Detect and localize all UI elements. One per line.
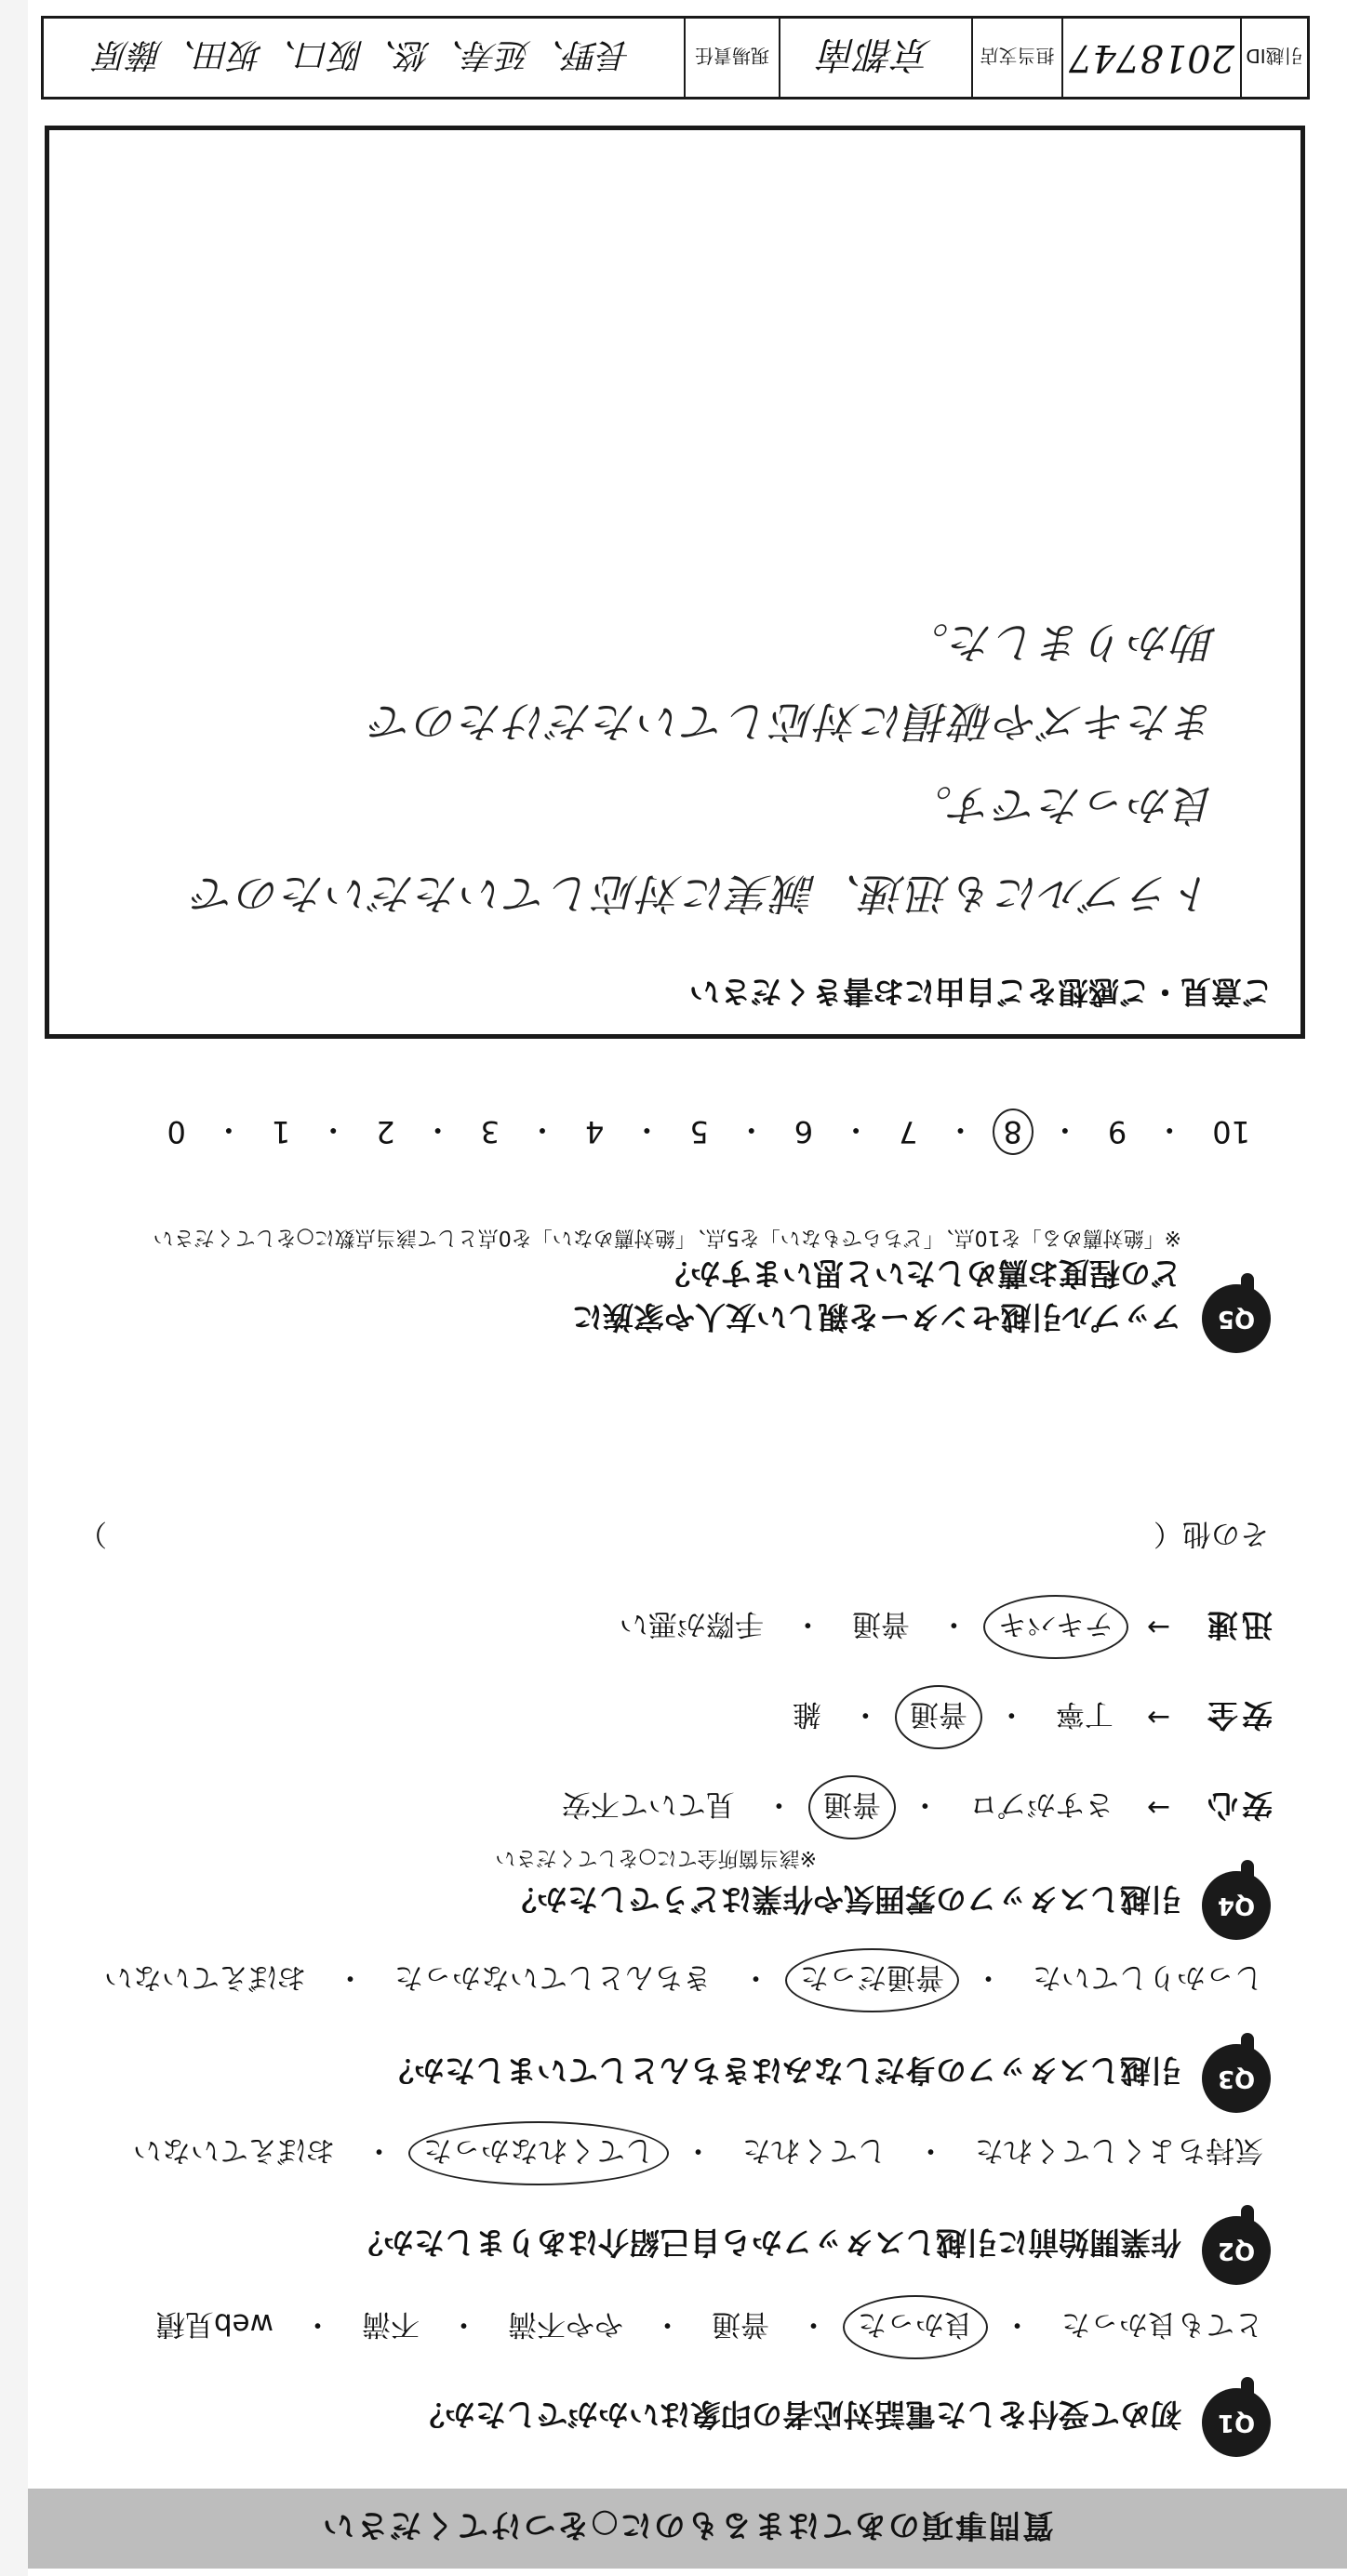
q3-question: 引越しスタッフの身だしなみはきちんとしていましたか？: [383, 2052, 1181, 2089]
rating-option[interactable]: 6: [794, 1114, 814, 1149]
q2-option[interactable]: おぼえていない: [133, 2133, 335, 2167]
q5-note: ※「絶対薦める」を10点、「どちらでもない」を5点、「絶対薦めない」を0点として該当点数に○をしてください: [153, 1226, 1181, 1249]
q3-option-selected[interactable]: 普通だった: [794, 1959, 950, 2001]
instructions-banner: 質問事項のあてはまるものに○をつけてください: [28, 2489, 1347, 2569]
q4-option[interactable]: 見ていて不安: [561, 1787, 735, 1821]
q4-row-anzen: 安全 → 丁寧 ・ 普通 ・ 雑: [787, 1695, 1273, 1739]
branch-label-cell: [973, 19, 1063, 97]
q4-row-jinsoku: 迅速 → テキパキ ・ 普通 ・ 手際が悪い: [614, 1605, 1273, 1649]
q2-option[interactable]: してくれた: [742, 2133, 887, 2167]
branch-value-cell: [780, 19, 973, 97]
q2-option-selected[interactable]: してくれなかった: [418, 2132, 660, 2174]
q4-note: ※該当箇所全てに○をしてください: [495, 1846, 817, 1869]
branch-value: 京都南: [820, 33, 932, 76]
comment-box-title: ご意見・ご感想をご自由にお書きください: [689, 974, 1273, 1010]
handwritten-comment-line: トラブルにも迅速、誠実に対応していただいたので: [191, 869, 1217, 919]
leader-value: 長野、延寿、悠、阪口、坂田、藤原: [96, 35, 633, 74]
leader-value-cell: [44, 19, 686, 97]
q4-badge: Q4: [1202, 1871, 1271, 1940]
q4-option-selected[interactable]: 普通: [904, 1696, 973, 1738]
q4-option[interactable]: 手際が悪い: [619, 1607, 764, 1640]
q4-option-selected[interactable]: 普通: [818, 1786, 887, 1828]
q2-badge: Q2: [1202, 2216, 1271, 2285]
rating-option[interactable]: 10: [1212, 1114, 1250, 1149]
rating-option[interactable]: 9: [1107, 1114, 1127, 1149]
q1-option[interactable]: やや不満: [508, 2307, 623, 2341]
rating-option[interactable]: 7: [899, 1114, 918, 1149]
move-id-label-cell: [1242, 19, 1307, 97]
scan-edge: [0, 0, 28, 2576]
q4-category: 迅速: [1204, 1607, 1273, 1643]
q5-question-line1: アップル引越センターを親しい友人や家族に: [571, 1299, 1181, 1335]
arrow-right-icon: →: [1146, 1611, 1170, 1643]
q4-other-close: ）: [78, 1517, 107, 1550]
leader-label-cell: [686, 19, 780, 97]
q1-option[interactable]: とても良かった: [1061, 2307, 1263, 2341]
info-table: [41, 16, 1310, 100]
q2-question: 作業開始前に引越しスタッフから自己紹介はありましたか？: [353, 2224, 1181, 2261]
comment-box[interactable]: [45, 126, 1305, 1039]
q3-option[interactable]: おぼえていない: [104, 1960, 306, 1994]
q4-row-anshin: 安心 → さすがプロ ・ 普通 ・ 見ていて不安: [556, 1786, 1273, 1829]
rating-option[interactable]: 4: [585, 1114, 605, 1149]
q2-option[interactable]: 気持ちよくしてくれた: [975, 2133, 1263, 2167]
move-id-value: 2018747: [1068, 36, 1235, 79]
q3-option[interactable]: きちんとしていなかった: [394, 1960, 712, 1994]
q4-other: [78, 1516, 1269, 1558]
handwritten-comment-line: 助かりました。: [904, 617, 1217, 668]
arrow-right-icon: →: [1146, 1791, 1170, 1824]
q1-options: とても良かった ・ 良かった ・ 普通 ・ やや不満 ・ 不満 ・ web見積: [151, 2306, 1269, 2348]
q1-option-selected[interactable]: 良かった: [852, 2306, 979, 2348]
q1-badge: Q1: [1202, 2388, 1271, 2457]
q1-option[interactable]: 普通: [712, 2307, 769, 2341]
q4-option[interactable]: 丁寧: [1055, 1697, 1114, 1731]
rating-option[interactable]: 5: [689, 1114, 709, 1149]
move-id-value-cell: [1063, 19, 1242, 97]
rating-option[interactable]: 0: [167, 1114, 186, 1149]
rating-option-selected[interactable]: 8: [1000, 1114, 1026, 1149]
move-id-label: 引越ID: [1246, 45, 1303, 68]
branch-label: 担当支店: [980, 45, 1055, 68]
q1-question: 初めて受付をした電話対応者の印象はいかがでしたか？: [414, 2397, 1181, 2433]
handwritten-comment-line: 良かったです。: [907, 780, 1217, 830]
q4-other-label: その他（: [1154, 1517, 1269, 1550]
q4-option[interactable]: さすがプロ: [968, 1787, 1114, 1821]
leader-label: 現場責任: [695, 45, 769, 68]
q4-option[interactable]: 雑: [792, 1697, 821, 1731]
q5-badge: Q5: [1202, 1284, 1271, 1353]
q2-options: 気持ちよくしてくれた ・ してくれた ・ してくれなかった ・ おぼえていない: [127, 2132, 1269, 2174]
q5-question-line2: どの程度お薦めしたいと思いますか？: [660, 1255, 1181, 1292]
q3-badge: Q3: [1202, 2044, 1271, 2113]
q4-question: 引越しスタッフの雰囲気や作業はどうでしたか？: [506, 1881, 1181, 1918]
q1-option[interactable]: web見積: [155, 2307, 273, 2341]
arrow-right-icon: →: [1146, 1701, 1170, 1733]
q3-options: しっかりしていた ・ 普通だった ・ きちんとしていなかった ・ おぼえていない: [99, 1959, 1269, 2001]
q4-option[interactable]: 普通: [851, 1607, 910, 1640]
rating-option[interactable]: 2: [376, 1114, 395, 1149]
q4-option-selected[interactable]: テキパキ: [993, 1606, 1119, 1648]
handwritten-comment-line: またキズや破損に対応していただけたので: [368, 697, 1217, 747]
rating-option[interactable]: 1: [271, 1114, 291, 1149]
q3-option[interactable]: しっかりしていた: [1033, 1960, 1263, 1994]
q4-category: 安心: [1204, 1787, 1273, 1824]
rating-option[interactable]: 3: [480, 1114, 500, 1149]
q1-option[interactable]: 不満: [362, 2307, 420, 2341]
q5-rating-scale: 10 ・ 9 ・ 8 ・ 7 ・ 6 ・ 5 ・ 4 ・ 3 ・ 2 ・ 1 ・ 0: [164, 1110, 1254, 1153]
q4-category: 安全: [1204, 1697, 1273, 1733]
